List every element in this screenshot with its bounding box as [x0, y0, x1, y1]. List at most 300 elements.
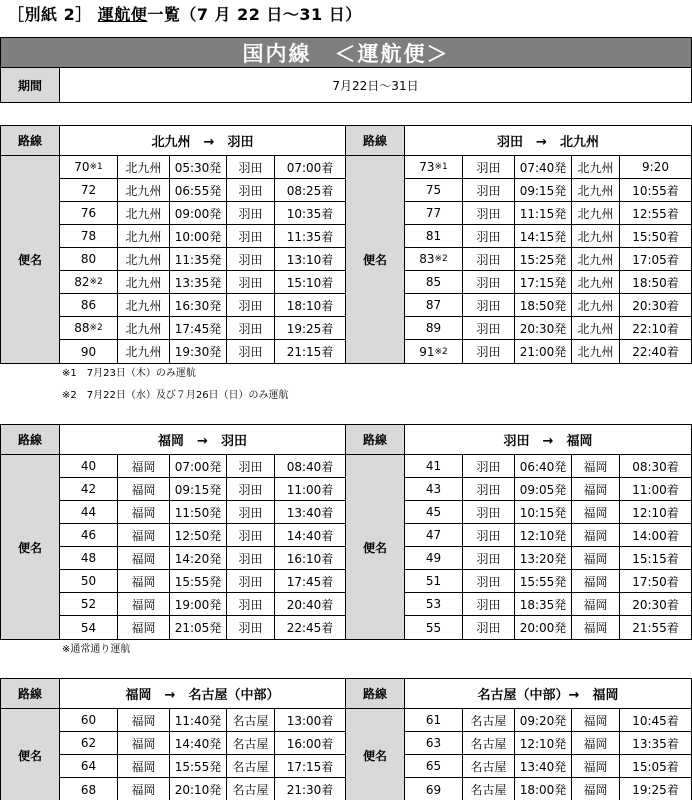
arrival-airport: 羽田: [227, 225, 275, 247]
departure-airport: 北九州: [118, 340, 170, 363]
flight-row: [60, 524, 345, 547]
period-row: [0, 68, 692, 103]
arrival-time: 15:10着: [286, 275, 334, 290]
flight-row: [405, 271, 691, 294]
arrival-time: 22:10着: [632, 321, 679, 336]
departure-airport: 名古屋: [463, 778, 515, 800]
departure-time: 11:50発: [170, 501, 227, 523]
departure-airport: 福岡: [118, 478, 170, 500]
arrival-time: 19:25着: [286, 321, 334, 336]
arrival-airport: 羽田: [227, 501, 275, 523]
arrival-airport: 北九州: [572, 202, 620, 224]
departure-airport: 羽田: [463, 225, 515, 247]
flight-row: [405, 732, 691, 755]
departure-time: 10:15発: [515, 501, 572, 523]
arrival-airport: 名古屋: [227, 755, 275, 777]
arrival-airport: 羽田: [227, 570, 275, 592]
departure-time: 18:35発: [515, 593, 572, 615]
arrival-time: 16:00着: [286, 736, 334, 751]
departure-airport: 福岡: [118, 616, 170, 639]
flight-number: [60, 616, 118, 639]
flight-number-value: 48: [80, 551, 97, 565]
departure-time: 14:15発: [515, 225, 572, 247]
departure-time: 16:30発: [170, 294, 227, 316]
arrival-airport: 北九州: [572, 294, 620, 316]
flight-number-value: 69: [425, 782, 442, 797]
departure-time: 09:15発: [515, 179, 572, 201]
flight-number-value: 45: [425, 505, 442, 519]
arrival-airport: 名古屋: [227, 709, 275, 731]
flight-number-value: 78: [80, 229, 97, 243]
flight-label: 便名: [1, 455, 60, 639]
departure-airport: 名古屋: [463, 709, 515, 731]
flight-note-mark: ※2: [89, 323, 103, 333]
flight-number: [405, 202, 463, 224]
arrival-time: 10:45着: [632, 713, 679, 728]
arrival-time: 17:15着: [286, 759, 334, 774]
flight-label: 便名: [346, 156, 405, 363]
departure-time: 13:20発: [515, 547, 572, 569]
departure-time: 18:00発: [515, 778, 572, 800]
departure-airport: 北九州: [118, 317, 170, 339]
flight-rows: [60, 709, 345, 800]
arrival-airport: 北九州: [572, 248, 620, 270]
flight-row: [60, 732, 345, 755]
flight-number-value: 81: [425, 229, 442, 243]
flight-number: [60, 248, 118, 270]
flight-number-value: 60: [80, 713, 97, 727]
flight-number: [405, 547, 463, 569]
flight-row: [405, 709, 691, 732]
flight-number: [405, 156, 463, 178]
departure-airport: 羽田: [463, 340, 515, 363]
arrival-time: 22:40着: [632, 345, 679, 359]
flight-rows: [405, 156, 691, 363]
flight-number: [60, 225, 118, 247]
flight-number: [60, 317, 118, 339]
flight-number: [405, 294, 463, 316]
arrival-time: 11:00着: [632, 482, 679, 497]
footnote: ※2 7月22日（水）及び７月26日（日）のみ運航: [62, 390, 289, 401]
arrival-airport: 福岡: [572, 593, 620, 615]
flight-number-value: 89: [425, 321, 442, 335]
arrival-time: 08:40着: [286, 459, 334, 474]
departure-time: 13:35発: [170, 271, 227, 293]
route-body: [346, 156, 691, 363]
departure-time: 14:20発: [170, 547, 227, 569]
flight-label: 便名: [1, 156, 60, 363]
flight-row: [405, 524, 691, 547]
flight-number: [405, 778, 463, 800]
flight-number: [405, 248, 463, 270]
arrival-airport: 羽田: [227, 294, 275, 316]
flight-number-value: 42: [80, 482, 97, 496]
flight-number: [60, 778, 118, 800]
route-title: 羽田 → 北九州: [497, 135, 599, 150]
flight-number: [405, 524, 463, 546]
flight-row: [60, 709, 345, 732]
flight-row: [405, 547, 691, 570]
departure-time: 07:40発: [515, 156, 572, 178]
route-table-left: [0, 424, 346, 640]
arrival-time: 20:40着: [286, 597, 334, 612]
flight-row: [60, 202, 345, 225]
departure-time: 20:10発: [170, 778, 227, 800]
arrival-time: 17:50着: [632, 574, 679, 589]
arrival-time: 17:45着: [286, 574, 334, 589]
arrival-time: 16:10着: [286, 551, 334, 566]
departure-airport: 羽田: [463, 294, 515, 316]
route-label: 路線: [1, 425, 60, 454]
route-body: [1, 156, 345, 363]
route-title: 福岡 → 羽田: [158, 434, 247, 449]
flight-number: [60, 340, 118, 363]
flight-label: 便名: [1, 709, 60, 800]
arrival-time: 13:35着: [632, 736, 679, 751]
route-section: [0, 125, 692, 364]
arrival-airport: 福岡: [572, 755, 620, 777]
departure-time: 13:40発: [515, 755, 572, 777]
route-title: 名古屋（中部）→ 福岡: [477, 688, 619, 703]
arrival-airport: 福岡: [572, 455, 620, 477]
flight-number-value: 85: [425, 275, 442, 289]
departure-airport: 羽田: [463, 570, 515, 592]
flight-number-value: 62: [80, 736, 97, 750]
flight-row: [60, 271, 345, 294]
arrival-airport: 羽田: [227, 202, 275, 224]
arrival-airport: 福岡: [572, 524, 620, 546]
departure-airport: 羽田: [463, 271, 515, 293]
departure-time: 09:20発: [515, 709, 572, 731]
flight-number: [60, 156, 118, 178]
flight-number-value: 43: [425, 482, 442, 496]
arrival-time: 07:00着: [286, 160, 334, 175]
route-title: 北九州 → 羽田: [151, 135, 254, 150]
departure-time: 09:15発: [170, 478, 227, 500]
departure-airport: 羽田: [463, 317, 515, 339]
flight-number: [405, 501, 463, 523]
arrival-airport: 羽田: [227, 156, 275, 178]
flight-number-value: 52: [80, 597, 97, 611]
flight-row: [60, 294, 345, 317]
departure-time: 20:00発: [515, 616, 572, 639]
departure-time: 12:50発: [170, 524, 227, 546]
flight-number: [60, 455, 118, 477]
departure-airport: 羽田: [463, 156, 515, 178]
flight-row: [405, 202, 691, 225]
flight-label: 便名: [346, 709, 405, 800]
flight-number-value: 54: [80, 620, 97, 635]
departure-time: 17:45発: [170, 317, 227, 339]
flight-number: [405, 478, 463, 500]
flight-number: [405, 570, 463, 592]
flight-number: [60, 593, 118, 615]
flight-rows: [405, 455, 691, 639]
departure-airport: 羽田: [463, 248, 515, 270]
flight-number-value: 82: [74, 275, 90, 289]
flight-note-mark: ※2: [89, 277, 103, 287]
departure-airport: 羽田: [463, 593, 515, 615]
flight-number: [405, 179, 463, 201]
flight-row: [405, 294, 691, 317]
arrival-time: 20:30着: [632, 597, 679, 612]
arrival-time: 13:10着: [286, 252, 334, 267]
flight-number-value: 41: [425, 459, 442, 473]
route-table-left: [0, 678, 346, 800]
flight-number-value: 49: [425, 551, 442, 565]
arrival-time: 19:25着: [632, 783, 679, 797]
departure-airport: 北九州: [118, 271, 170, 293]
departure-airport: 福岡: [118, 778, 170, 800]
flight-number-value: 40: [80, 459, 97, 473]
departure-airport: 羽田: [463, 179, 515, 201]
flight-number: [60, 478, 118, 500]
arrival-time: 22:45着: [286, 621, 334, 635]
arrival-time: 21:55着: [632, 621, 679, 635]
route-body: [346, 455, 691, 639]
flight-note-mark: ※1: [89, 162, 103, 172]
document-header: [8, 2, 362, 25]
flight-row: [405, 156, 691, 179]
departure-airport: 福岡: [118, 524, 170, 546]
flight-number: [60, 179, 118, 201]
route-label: 路線: [346, 679, 405, 708]
departure-airport: 北九州: [118, 156, 170, 178]
section-banner: 国内線 ＜運航便＞: [0, 37, 692, 68]
arrival-time: 14:40着: [286, 528, 334, 543]
flight-number-value: 44: [80, 505, 97, 519]
arrival-time: 15:05着: [632, 759, 679, 774]
header-title-underlined: 運航便: [97, 5, 148, 24]
header-title-rest: 一覧（7 月 22 日～31 日）: [147, 5, 362, 24]
arrival-time: 18:50着: [632, 275, 679, 290]
arrival-time: 08:30着: [632, 459, 679, 474]
arrival-airport: 名古屋: [227, 778, 275, 800]
flight-row: [405, 455, 691, 478]
flight-number: [60, 732, 118, 754]
flight-row: [405, 225, 691, 248]
departure-time: 12:10発: [515, 524, 572, 546]
arrival-airport: 北九州: [572, 340, 620, 363]
flight-number-value: 50: [80, 574, 97, 588]
flight-number-value: 72: [80, 183, 97, 197]
arrival-airport: 羽田: [227, 616, 275, 639]
flight-number-value: 68: [80, 782, 97, 797]
departure-time: 11:15発: [515, 202, 572, 224]
flight-row: [405, 570, 691, 593]
flight-number-value: 61: [425, 713, 442, 727]
arrival-airport: 羽田: [227, 593, 275, 615]
departure-airport: 羽田: [463, 547, 515, 569]
arrival-airport: 福岡: [572, 709, 620, 731]
departure-airport: 北九州: [118, 225, 170, 247]
arrival-airport: 羽田: [227, 248, 275, 270]
flight-row: [405, 340, 691, 363]
flight-row: [405, 755, 691, 778]
departure-time: 09:00発: [170, 202, 227, 224]
departure-airport: 福岡: [118, 455, 170, 477]
arrival-time: 20:30着: [632, 298, 679, 313]
flight-row: [60, 755, 345, 778]
arrival-time: 21:30着: [286, 783, 334, 797]
arrival-time: 9:20: [642, 160, 669, 174]
flight-row: [60, 179, 345, 202]
flight-number-value: 88: [74, 321, 90, 335]
flight-row: [60, 225, 345, 248]
flight-number: [60, 271, 118, 293]
arrival-airport: 福岡: [572, 778, 620, 800]
arrival-time: 10:55着: [632, 183, 679, 198]
departure-airport: 北九州: [118, 248, 170, 270]
departure-time: 12:10発: [515, 732, 572, 754]
departure-time: 19:00発: [170, 593, 227, 615]
arrival-airport: 名古屋: [227, 732, 275, 754]
flight-number: [405, 317, 463, 339]
footnote: ※通常通り運航: [62, 644, 131, 655]
arrival-time: 15:15着: [632, 551, 679, 566]
departure-time: 11:40発: [170, 709, 227, 731]
route-label: 路線: [1, 679, 60, 708]
departure-time: 17:15発: [515, 271, 572, 293]
departure-time: 15:55発: [170, 755, 227, 777]
flight-number: [405, 709, 463, 731]
flight-number: [60, 202, 118, 224]
flight-number: [60, 755, 118, 777]
flight-row: [405, 778, 691, 800]
flight-row: [60, 478, 345, 501]
arrival-time: 14:00着: [632, 528, 679, 543]
route-table-right: [346, 125, 692, 364]
departure-time: 20:30発: [515, 317, 572, 339]
arrival-time: 17:05着: [632, 252, 679, 267]
flight-number: [405, 225, 463, 247]
flight-number-value: 63: [425, 736, 442, 750]
departure-time: 06:55発: [170, 179, 227, 201]
flight-number-value: 90: [80, 344, 97, 359]
route-header: [1, 425, 345, 455]
arrival-airport: 羽田: [227, 547, 275, 569]
route-header: [1, 679, 345, 709]
flight-rows: [60, 156, 345, 363]
arrival-time: 12:10着: [632, 505, 679, 520]
departure-airport: 福岡: [118, 501, 170, 523]
arrival-airport: 北九州: [572, 156, 620, 178]
flight-row: [60, 547, 345, 570]
departure-airport: 羽田: [463, 455, 515, 477]
flight-number: [405, 755, 463, 777]
arrival-airport: 羽田: [227, 317, 275, 339]
flight-number-value: 73: [419, 160, 435, 174]
arrival-time: 18:10着: [286, 298, 334, 313]
flight-row: [405, 478, 691, 501]
flight-row: [405, 179, 691, 202]
arrival-airport: 福岡: [572, 478, 620, 500]
departure-time: 06:40発: [515, 455, 572, 477]
route-header: [346, 126, 691, 156]
arrival-time: 11:35着: [286, 229, 334, 244]
route-section: [0, 424, 692, 640]
flight-row: [60, 616, 345, 639]
flight-number: [405, 271, 463, 293]
flight-number-value: 83: [419, 252, 435, 266]
flight-row: [405, 317, 691, 340]
departure-time: 21:00発: [515, 340, 572, 363]
arrival-time: 10:35着: [286, 206, 334, 221]
flight-number-value: 80: [80, 252, 97, 266]
flight-row: [60, 340, 345, 363]
period-value: 7月22日～31日: [332, 78, 419, 93]
departure-airport: 北九州: [118, 202, 170, 224]
flight-number-value: 64: [80, 759, 97, 773]
departure-airport: 福岡: [118, 709, 170, 731]
departure-airport: 羽田: [463, 616, 515, 639]
flight-note-mark: ※2: [434, 346, 448, 357]
route-header: [1, 126, 345, 156]
departure-airport: 羽田: [463, 478, 515, 500]
flight-number-value: 77: [425, 206, 442, 220]
departure-time: 15:55発: [515, 570, 572, 592]
arrival-airport: 福岡: [572, 547, 620, 569]
flight-row: [405, 248, 691, 271]
flight-number: [60, 570, 118, 592]
arrival-airport: 福岡: [572, 501, 620, 523]
departure-time: 21:05発: [170, 616, 227, 639]
route-table-right: [346, 424, 692, 640]
arrival-time: 21:15着: [286, 345, 334, 359]
departure-time: 07:00発: [170, 455, 227, 477]
departure-airport: 北九州: [118, 294, 170, 316]
flight-row: [405, 593, 691, 616]
flight-row: [405, 616, 691, 639]
flight-number-value: 65: [425, 759, 442, 773]
departure-time: 19:30発: [170, 340, 227, 363]
flight-label: 便名: [346, 455, 405, 639]
flight-number: [60, 501, 118, 523]
arrival-airport: 福岡: [572, 570, 620, 592]
departure-airport: 羽田: [463, 501, 515, 523]
arrival-time: 13:40着: [286, 505, 334, 520]
route-body: [1, 709, 345, 800]
flight-number: [405, 616, 463, 639]
flight-number-value: 86: [80, 298, 97, 312]
flight-number: [405, 340, 463, 363]
route-table-left: [0, 125, 346, 364]
route-label: 路線: [1, 126, 60, 155]
flight-number-value: 75: [425, 183, 442, 197]
departure-airport: 羽田: [463, 202, 515, 224]
route-body: [1, 455, 345, 639]
flight-number-value: 55: [425, 620, 442, 635]
route-header: [346, 679, 691, 709]
flight-number-value: 51: [425, 574, 442, 588]
departure-time: 15:55発: [170, 570, 227, 592]
flight-number-value: 70: [74, 160, 90, 174]
departure-time: 15:25発: [515, 248, 572, 270]
flight-number-value: 47: [425, 528, 442, 542]
route-label: 路線: [346, 425, 405, 454]
flight-row: [60, 501, 345, 524]
arrival-airport: 北九州: [572, 271, 620, 293]
departure-time: 09:05発: [515, 478, 572, 500]
flight-note-mark: ※2: [434, 254, 448, 264]
flight-number-value: 91: [419, 344, 435, 359]
arrival-airport: 北九州: [572, 317, 620, 339]
flight-number: [60, 524, 118, 546]
departure-airport: 名古屋: [463, 755, 515, 777]
departure-airport: 福岡: [118, 732, 170, 754]
route-label: 路線: [346, 126, 405, 155]
arrival-time: 13:00着: [286, 713, 334, 728]
